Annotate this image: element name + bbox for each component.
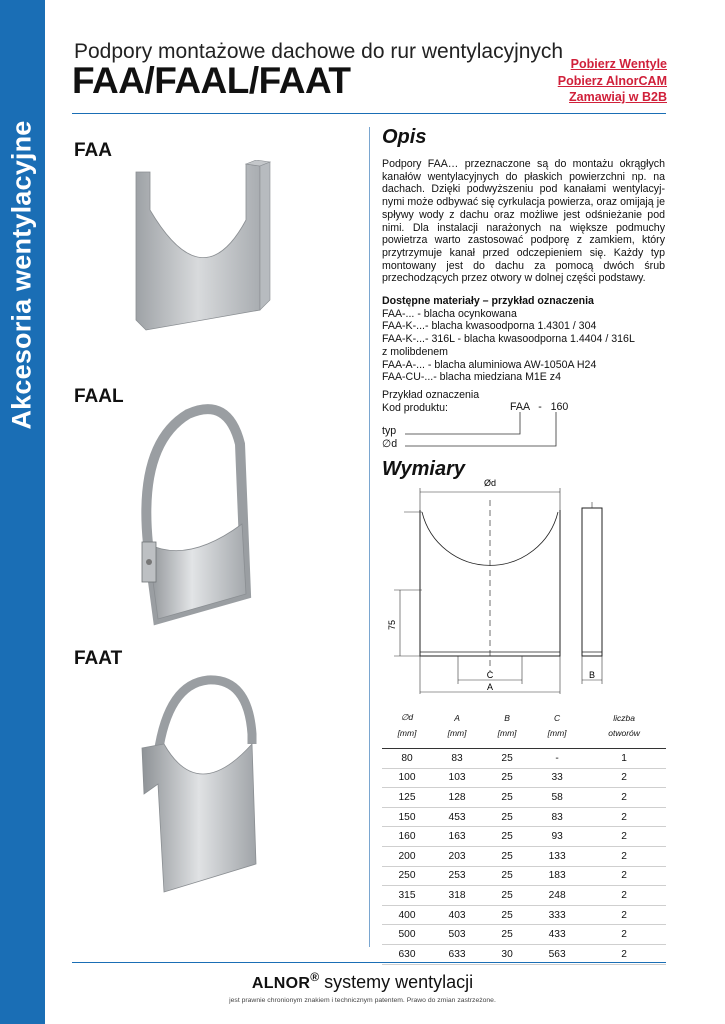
table-cell: 2	[582, 944, 666, 964]
product-label-faa: FAA	[74, 140, 112, 161]
table-cell: 333	[532, 905, 582, 925]
table-header-units-row	[382, 725, 666, 740]
material-line: FAA-A-... - blacha aluminiowa AW-1050A H24	[382, 358, 597, 371]
material-line: z molibdenem	[382, 345, 448, 358]
header-divider	[72, 113, 666, 114]
col-unit: [mm]	[497, 727, 517, 738]
table-cell: 150	[382, 807, 432, 827]
col-header: ∅d	[400, 712, 414, 722]
code-typ-label: typ	[382, 425, 397, 437]
brand-logo: ALNOR	[251, 975, 311, 992]
dim-b: B	[588, 670, 596, 680]
table-cell: 318	[432, 886, 482, 906]
col-unit: otworów	[608, 727, 640, 738]
table-cell: 500	[382, 925, 432, 945]
footer-divider	[72, 962, 666, 963]
table-cell: 25	[482, 768, 532, 788]
table-cell: 630	[382, 944, 432, 964]
table-cell: 1	[582, 749, 666, 769]
table-cell: 30	[482, 944, 532, 964]
link-pobierz-wentyle[interactable]: Pobierz Wentyle	[570, 57, 667, 71]
table-cell: 203	[432, 846, 482, 866]
table-cell: 2	[582, 768, 666, 788]
dimension-drawing	[378, 472, 638, 702]
code-label: Kod produktu:	[382, 401, 448, 414]
material-line: FAA-... - blacha ocynkowana	[382, 307, 517, 320]
page-subtitle: Podpory montażowe dachowe do rur wentylacyjnych	[74, 40, 564, 63]
link-pobierz-alnorcam[interactable]: Pobierz AlnorCAM	[557, 73, 667, 88]
table-cell: 200	[382, 846, 432, 866]
table-cell: 83	[432, 749, 482, 769]
table-cell: 25	[482, 807, 532, 827]
col-unit: [mm]	[447, 727, 467, 738]
table-cell: 163	[432, 827, 482, 847]
download-links	[558, 56, 667, 106]
materials-heading: Dostępne materiały – przykład oznaczenia	[382, 295, 594, 307]
table-cell: 25	[482, 866, 532, 886]
faa-product-image	[128, 160, 278, 345]
description-text: Podpory FAA… przeznaczone są do montażu okrągłych kanałów wentylacyjnych do płaskich powierzchni np. na dachach. Dzięki podwyższeniu pod kanałami wentylacyj-nymi może odbywać się cyrkulacja powierza, oraz omijają je spływy wody z dachu oraz możliwe jest odśnieżanie pod nimi. Dla instalacji narażonych na większe podmuchy powietrza warto zastosować podporę z zamkiem, który przytrzymuje kanał przed odczepieniem się. Każdy typ montowany jest do dachu za pomocą dwóch śrub przechodzących przez otwory w dolnej części podstawy.	[382, 158, 665, 285]
material-line: FAA-CU-...- blacha miedziana M1E z4	[382, 371, 561, 384]
material-line: FAA-K-...- 316L - blacha kwasoodporna 1.4404 / 316L	[382, 333, 635, 346]
table-cell: 100	[382, 768, 432, 788]
table-cell: 2	[582, 886, 666, 906]
col-header: C	[554, 712, 561, 723]
table-row	[382, 905, 666, 925]
table-header-row	[382, 710, 666, 725]
table-cell: 83	[532, 807, 582, 827]
col-header: B	[504, 712, 510, 723]
product-label-faat: FAAT	[74, 648, 123, 669]
faat-product-image	[128, 674, 278, 899]
page-title: FAA/FAAL/FAAT	[72, 60, 351, 101]
col-unit: [mm]	[397, 727, 417, 738]
table-cell: 2	[582, 905, 666, 925]
table-cell: 25	[482, 886, 532, 906]
table-cell: 433	[532, 925, 582, 945]
table-row	[382, 788, 666, 808]
table-row	[382, 866, 666, 886]
table-cell: 2	[582, 827, 666, 847]
brand-reg: ®	[310, 970, 320, 984]
code-leader-lines	[400, 410, 570, 450]
dim-od: Ød	[483, 478, 497, 488]
product-label-faal: FAAL	[74, 386, 124, 407]
table-cell: 400	[382, 905, 432, 925]
table-row	[382, 827, 666, 847]
table-cell: 253	[432, 866, 482, 886]
description-heading: Opis	[382, 126, 427, 148]
col-header: liczba	[613, 712, 635, 723]
table-cell: 183	[532, 866, 582, 886]
table-cell: 2	[582, 846, 666, 866]
dim-a: A	[486, 682, 494, 692]
table-row	[382, 925, 666, 945]
link-zamawiaj-b2b[interactable]: Zamawiaj w B2B	[569, 90, 667, 104]
table-cell: 125	[382, 788, 432, 808]
table-cell: 2	[582, 807, 666, 827]
table-cell: 133	[532, 846, 582, 866]
col-unit: [mm]	[547, 727, 567, 738]
dim-c: C	[486, 670, 494, 680]
table-cell: 250	[382, 866, 432, 886]
table-cell: 633	[432, 944, 482, 964]
dim-h: 75	[387, 619, 397, 630]
column-divider	[369, 127, 370, 947]
sidebar-band	[0, 0, 45, 1024]
code-value: FAA - 160	[510, 401, 569, 413]
table-cell: 128	[432, 788, 482, 808]
table-row	[382, 768, 666, 788]
code-od-label: ∅d	[382, 438, 398, 450]
col-header: A	[454, 712, 460, 723]
brand-tagline: systemy wentylacji	[324, 972, 474, 992]
table-cell: 33	[532, 768, 582, 788]
dimensions-table	[382, 710, 666, 965]
table-cell: 58	[532, 788, 582, 808]
table-cell: 2	[582, 925, 666, 945]
table-cell: 160	[382, 827, 432, 847]
table-cell: 503	[432, 925, 482, 945]
material-line: FAA-K-...- blacha kwasoodporna 1.4301 / 304	[382, 320, 597, 333]
code-example-heading: Przykład oznaczenia	[382, 389, 480, 401]
dimensions-heading: Wymiary	[382, 458, 466, 480]
table-cell: 248	[532, 886, 582, 906]
table-cell: 2	[582, 866, 666, 886]
table-row	[382, 846, 666, 866]
table-cell: 563	[532, 944, 582, 964]
table-row	[382, 886, 666, 906]
table-cell: 25	[482, 905, 532, 925]
table-cell: 25	[482, 788, 532, 808]
table-cell: 453	[432, 807, 482, 827]
table-cell: 93	[532, 827, 582, 847]
table-cell: 315	[382, 886, 432, 906]
table-row	[382, 807, 666, 827]
table-cell: 80	[382, 749, 432, 769]
faal-product-image	[128, 404, 278, 629]
table-cell: -	[532, 749, 582, 769]
table-row	[382, 749, 666, 769]
table-cell: 2	[582, 788, 666, 808]
sidebar-title: Akcesoria wentylacyjne	[6, 120, 37, 430]
footer-brand	[0, 970, 725, 993]
table-cell: 403	[432, 905, 482, 925]
table-cell: 25	[482, 846, 532, 866]
footer-note: jest prawnie chronionym znakiem i technicznym patentem. Prawo do zmian zastrzeżone.	[229, 997, 496, 1004]
table-cell: 25	[482, 827, 532, 847]
table-cell: 25	[482, 749, 532, 769]
table-cell: 103	[432, 768, 482, 788]
materials-block	[382, 295, 665, 384]
table-cell: 25	[482, 925, 532, 945]
